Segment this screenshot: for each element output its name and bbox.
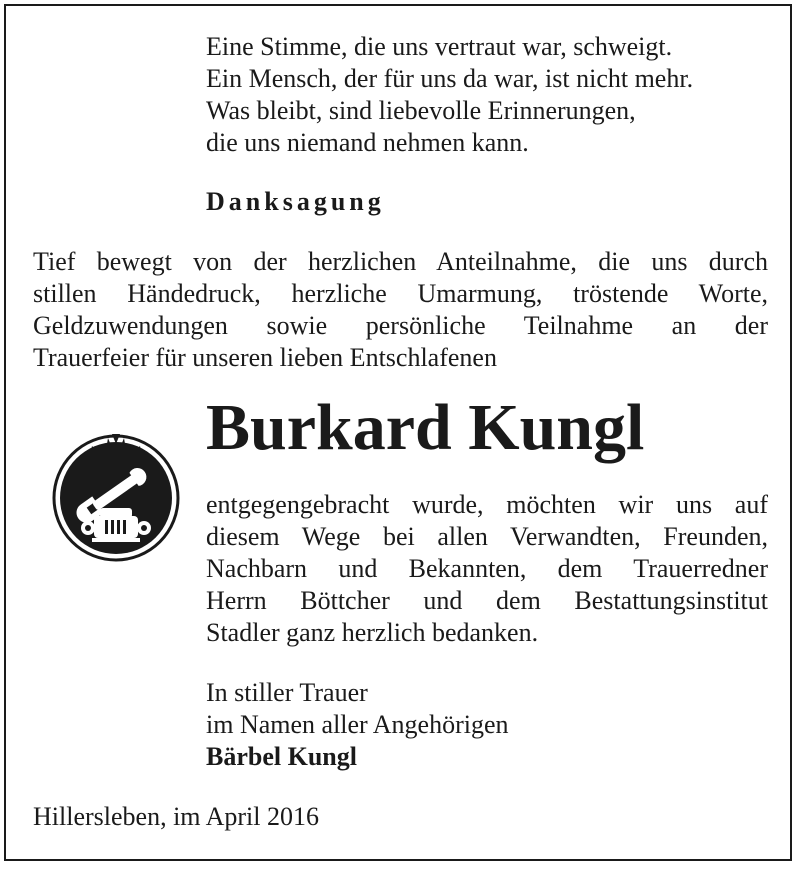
verse-line: Ein Mensch, der für uns da war, ist nicht mehr. — [206, 64, 694, 93]
signature-line: im Namen aller Angehörigen — [206, 710, 509, 739]
eagle-wrench-car-emblem-icon — [50, 432, 182, 564]
place-date: Hillersleben, im April 2016 — [33, 802, 319, 831]
verse-line: die uns niemand nehmen kann. — [206, 128, 529, 157]
verse-line: Was bleibt, sind liebevolle Erinnerungen, — [206, 96, 636, 125]
intro-line: Trauerfeier für unseren lieben Entschlafenen — [33, 343, 497, 372]
verse — [206, 31, 693, 159]
intro-paragraph — [33, 246, 768, 374]
thanks-line: entgegengebracht wurde, möchten wir uns auf — [206, 490, 768, 519]
thanks-line: Nachbarn und Bekannten, dem Trauerredner — [206, 554, 768, 583]
intro-line: Tief bewegt von der herzlichen Anteilnahme, die uns durch — [33, 247, 768, 276]
heading-danksagung: Danksagung — [206, 187, 385, 216]
thanks-line: Herrn Böttcher und dem Bestattungsinstitut — [206, 586, 768, 615]
verse-line: Eine Stimme, die uns vertraut war, schweigt. — [206, 32, 673, 61]
signature-name: Bärbel Kungl — [206, 742, 357, 771]
deceased-name: Burkard Kungl — [206, 391, 645, 464]
thanks-line: Stadler ganz herzlich bedanken. — [206, 618, 539, 647]
thanks-line: diesem Wege bei allen Verwandten, Freunden, — [206, 522, 768, 551]
signature-block — [206, 677, 509, 773]
intro-line: stillen Händedruck, herzliche Umarmung, tröstende Worte, — [33, 279, 768, 308]
intro-line: Geldzuwendungen sowie persönliche Teilnahme an der — [33, 311, 768, 340]
signature-line: In stiller Trauer — [206, 678, 368, 707]
thanks-paragraph — [206, 489, 768, 649]
